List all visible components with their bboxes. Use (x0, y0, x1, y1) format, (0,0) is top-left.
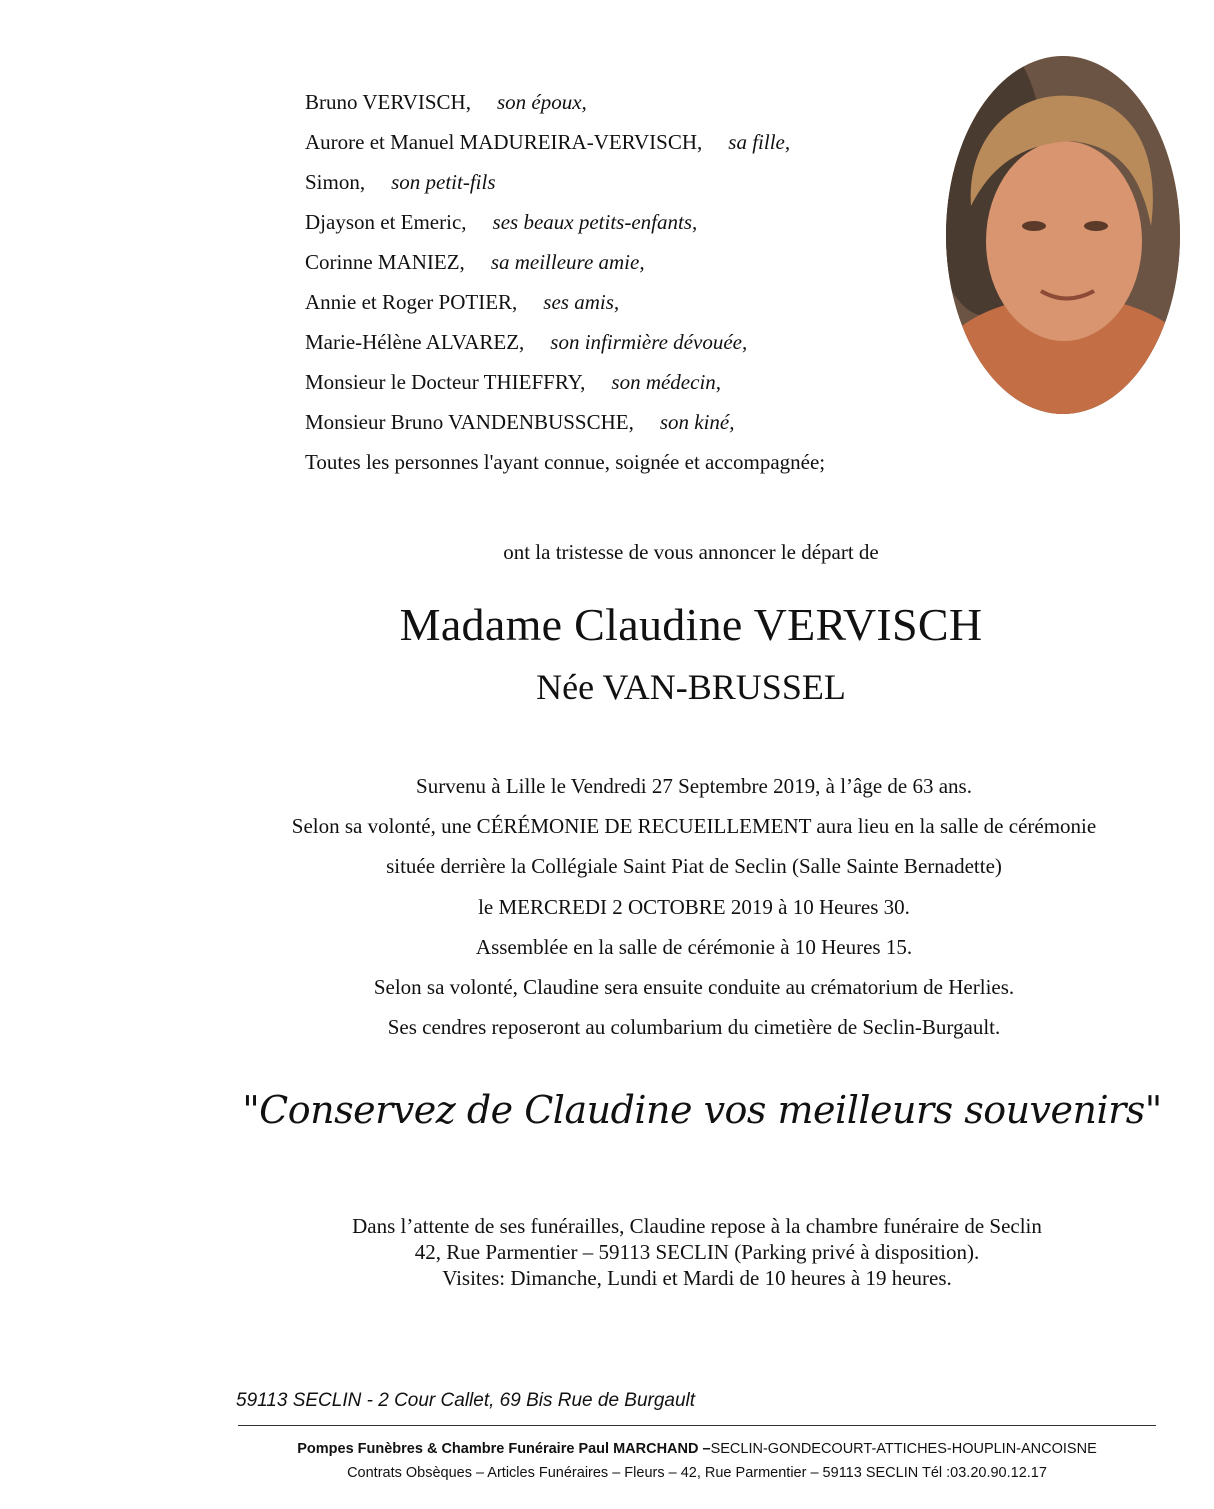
details-line: le MERCREDI 2 OCTOBRE 2019 à 10 Heures 30. (478, 894, 910, 919)
portrait-photo (946, 56, 1180, 414)
details-line: Survenu à Lille le Vendredi 27 Septembre 2019, à l’âge de 63 ans. (416, 774, 972, 798)
memorial-quote: "Conservez de Claudine vos meilleurs souvenirs" (242, 1088, 1162, 1132)
family-member-name: Toutes les personnes l'ayant connue, soignée et accompagnée; (305, 450, 826, 474)
repose-line: Visites: Dimanche, Lundi et Mardi de 10 heures à 19 heures. (442, 1266, 952, 1290)
footer-services: Contrats Obsèques – Articles Funéraires – Fleurs – 42, Rue Parmentier – 59113 SECLIN Tél :03.20.90.12.17 (347, 1465, 1047, 1481)
announcement-text: ont la tristesse de vous annoncer le départ de (503, 540, 879, 564)
footer (238, 1437, 1156, 1485)
details-line: Assemblée en la salle de cérémonie à 10 Heures 15. (475, 934, 913, 959)
family-member-role: sa meilleure amie, (490, 250, 645, 274)
family-row (305, 162, 825, 202)
family-row (305, 122, 825, 162)
repose-line: 42, Rue Parmentier – 59113 SECLIN (Parking privé à disposition). (414, 1240, 980, 1264)
funeral-home-address: 59113 SECLIN - 2 Cour Callet, 69 Bis Rue de Burgault (236, 1390, 696, 1411)
family-member-name: Monsieur le Docteur THIEFFRY, (305, 370, 586, 394)
details-line: située derrière la Collégiale Saint Piat de Seclin (Salle Sainte Bernadette) (386, 854, 1002, 879)
family-member-role: son kiné, (659, 410, 735, 434)
family-member-role: ses amis, (543, 290, 620, 314)
family-member-role: son médecin, (611, 370, 722, 394)
family-member-role: son infirmière dévouée, (550, 330, 748, 354)
family-member-name: Simon, (305, 170, 366, 194)
portrait-illustration (946, 56, 1180, 414)
family-member-name: Corinne MANIEZ, (305, 250, 465, 274)
family-member-role: sa fille, (728, 130, 791, 154)
family-member-role: son époux, (496, 90, 587, 114)
deceased-name: Madame Claudine VERVISCH (399, 599, 983, 650)
repose-line: Dans l’attente de ses funérailles, Claudine repose à la chambre funéraire de Seclin (352, 1214, 1042, 1238)
footer-company: Pompes Funèbres & Chambre Funéraire Paul MARCHAND – (297, 1441, 711, 1457)
family-list (305, 82, 825, 482)
family-row (305, 282, 825, 322)
family-member-name: Marie-Hélène ALVAREZ, (305, 330, 525, 354)
maiden-name: Née VAN-BRUSSEL (536, 667, 846, 707)
family-row (305, 362, 825, 402)
family-member-name: Bruno VERVISCH, (305, 90, 471, 114)
details-line: Selon sa volonté, une CÉRÉMONIE DE RECUEILLEMENT aura lieu en la salle de cérémonie (291, 814, 1097, 839)
repose-info (246, 1213, 1148, 1291)
family-row (305, 402, 825, 442)
footer-towns: SECLIN-GONDECOURT-ATTICHES-HOUPLIN-ANCOISNE (710, 1441, 1097, 1457)
footer-company-line (238, 1437, 1156, 1461)
details-line: Ses cendres reposeront au columbarium du cimetière de Seclin-Burgault. (387, 1015, 1001, 1040)
family-row (305, 322, 825, 362)
family-row (305, 202, 825, 242)
family-row (305, 82, 825, 122)
ceremony-details (246, 766, 1142, 1047)
footer-divider (238, 1425, 1156, 1426)
family-member-name: Aurore et Manuel MADUREIRA-VERVISCH, (305, 130, 703, 154)
family-member-role: ses beaux petits-enfants, (492, 210, 698, 234)
family-member-name: Monsieur Bruno VANDENBUSSCHE, (305, 410, 634, 434)
family-member-role: son petit-fils (391, 170, 496, 194)
details-line: Selon sa volonté, Claudine sera ensuite conduite au crématorium de Herlies. (373, 975, 1015, 1000)
family-row (305, 242, 825, 282)
family-row (305, 442, 825, 482)
family-member-name: Djayson et Emeric, (305, 210, 467, 234)
family-member-name: Annie et Roger POTIER, (305, 290, 518, 314)
